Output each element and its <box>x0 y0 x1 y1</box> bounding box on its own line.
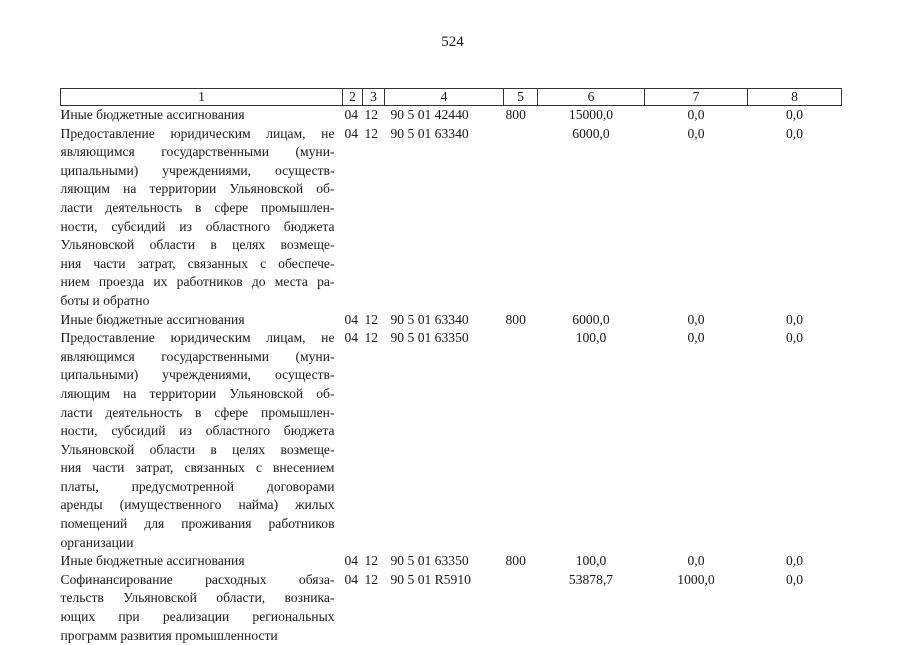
expense-type-code <box>504 571 538 645</box>
amount-col-7: 0,0 <box>645 106 748 125</box>
description-line: ласти деятельность в сфере промышлен- <box>61 404 335 423</box>
description-line: ности, субсидий из областного бюджета <box>61 218 335 237</box>
amount-col-6: 6000,0 <box>538 311 645 330</box>
description-line: Иные бюджетные ассигнования <box>61 311 335 330</box>
target-article-code: 90 5 01 42440 <box>385 106 504 125</box>
section-code: 04 <box>343 106 363 125</box>
expense-type-code <box>504 125 538 311</box>
amount-col-8: 0,0 <box>748 106 842 125</box>
amount-col-6: 6000,0 <box>538 125 645 311</box>
description-line: помещений для проживания работников <box>61 515 335 534</box>
amount-col-8: 0,0 <box>748 571 842 645</box>
subsection-code: 12 <box>363 311 385 330</box>
description-line: программ развития промышленности <box>61 627 335 645</box>
row-description <box>61 552 343 571</box>
description-line: боты и обратно <box>61 292 335 311</box>
table-row <box>61 106 842 125</box>
header-col-3: 3 <box>363 89 385 106</box>
description-line: ляющим на территории Ульяновской об- <box>61 385 335 404</box>
section-code: 04 <box>343 329 363 552</box>
table-body <box>61 106 842 645</box>
description-line: Ульяновской области в целях возмеще- <box>61 441 335 460</box>
description-line: организации <box>61 534 335 553</box>
description-line: Предоставление юридическим лицам, не <box>61 329 335 348</box>
budget-table <box>60 88 842 645</box>
description-line: ности, субсидий из областного бюджета <box>61 422 335 441</box>
section-code: 04 <box>343 552 363 571</box>
subsection-code: 12 <box>363 552 385 571</box>
table-header <box>61 89 842 106</box>
amount-col-6: 100,0 <box>538 329 645 552</box>
description-line: ющих при реализации региональных <box>61 608 335 627</box>
description-line: являющимся государственными (муни- <box>61 348 335 367</box>
amount-col-7: 0,0 <box>645 329 748 552</box>
header-col-1: 1 <box>61 89 343 106</box>
target-article-code: 90 5 01 63340 <box>385 125 504 311</box>
section-code: 04 <box>343 571 363 645</box>
amount-col-6: 100,0 <box>538 552 645 571</box>
amount-col-7: 0,0 <box>645 125 748 311</box>
amount-col-6: 15000,0 <box>538 106 645 125</box>
description-line: нием проезда их работников до места ра- <box>61 273 335 292</box>
description-line: ния части затрат, связанных с обеспече- <box>61 255 335 274</box>
target-article-code: 90 5 01 63340 <box>385 311 504 330</box>
description-line: ласти деятельность в сфере промышлен- <box>61 199 335 218</box>
section-code: 04 <box>343 125 363 311</box>
header-col-5: 5 <box>504 89 538 106</box>
amount-col-7: 0,0 <box>645 552 748 571</box>
amount-col-8: 0,0 <box>748 125 842 311</box>
description-line: Предоставление юридическим лицам, не <box>61 125 335 144</box>
table-row <box>61 552 842 571</box>
expense-type-code <box>504 329 538 552</box>
row-description <box>61 329 343 552</box>
amount-col-8: 0,0 <box>748 552 842 571</box>
expense-type-code: 800 <box>504 311 538 330</box>
expense-type-code: 800 <box>504 552 538 571</box>
budget-table-container <box>60 88 842 645</box>
header-col-2: 2 <box>343 89 363 106</box>
header-col-4: 4 <box>385 89 504 106</box>
section-code: 04 <box>343 311 363 330</box>
description-line: платы, предусмотренной договорами <box>61 478 335 497</box>
description-line: являющимся государственными (муни- <box>61 143 335 162</box>
description-line: ципальными) учреждениями, осуществ- <box>61 366 335 385</box>
subsection-code: 12 <box>363 571 385 645</box>
description-line: ляющим на территории Ульяновской об- <box>61 180 335 199</box>
amount-col-7: 1000,0 <box>645 571 748 645</box>
description-line: Иные бюджетные ассигнования <box>61 106 335 125</box>
subsection-code: 12 <box>363 329 385 552</box>
row-description <box>61 311 343 330</box>
subsection-code: 12 <box>363 125 385 311</box>
description-line: Ульяновской области в целях возмеще- <box>61 236 335 255</box>
table-row <box>61 311 842 330</box>
target-article-code: 90 5 01 63350 <box>385 329 504 552</box>
description-line: аренды (имущественного найма) жилых <box>61 496 335 515</box>
header-col-6: 6 <box>538 89 645 106</box>
description-line: ципальными) учреждениями, осуществ- <box>61 162 335 181</box>
expense-type-code: 800 <box>504 106 538 125</box>
amount-col-8: 0,0 <box>748 311 842 330</box>
subsection-code: 12 <box>363 106 385 125</box>
table-row <box>61 571 842 645</box>
amount-col-6: 53878,7 <box>538 571 645 645</box>
amount-col-8: 0,0 <box>748 329 842 552</box>
header-col-8: 8 <box>748 89 842 106</box>
row-description <box>61 106 343 125</box>
description-line: Софинансирование расходных обяза- <box>61 571 335 590</box>
header-row <box>61 89 842 106</box>
description-line: тельств Ульяновской области, возника- <box>61 589 335 608</box>
description-line: ния части затрат, связанных с внесением <box>61 459 335 478</box>
table-row <box>61 329 842 552</box>
table-row <box>61 125 842 311</box>
row-description <box>61 571 343 645</box>
description-line: Иные бюджетные ассигнования <box>61 552 335 571</box>
header-col-7: 7 <box>645 89 748 106</box>
target-article-code: 90 5 01 63350 <box>385 552 504 571</box>
amount-col-7: 0,0 <box>645 311 748 330</box>
target-article-code: 90 5 01 R5910 <box>385 571 504 645</box>
row-description <box>61 125 343 311</box>
page-number: 524 <box>0 34 905 51</box>
